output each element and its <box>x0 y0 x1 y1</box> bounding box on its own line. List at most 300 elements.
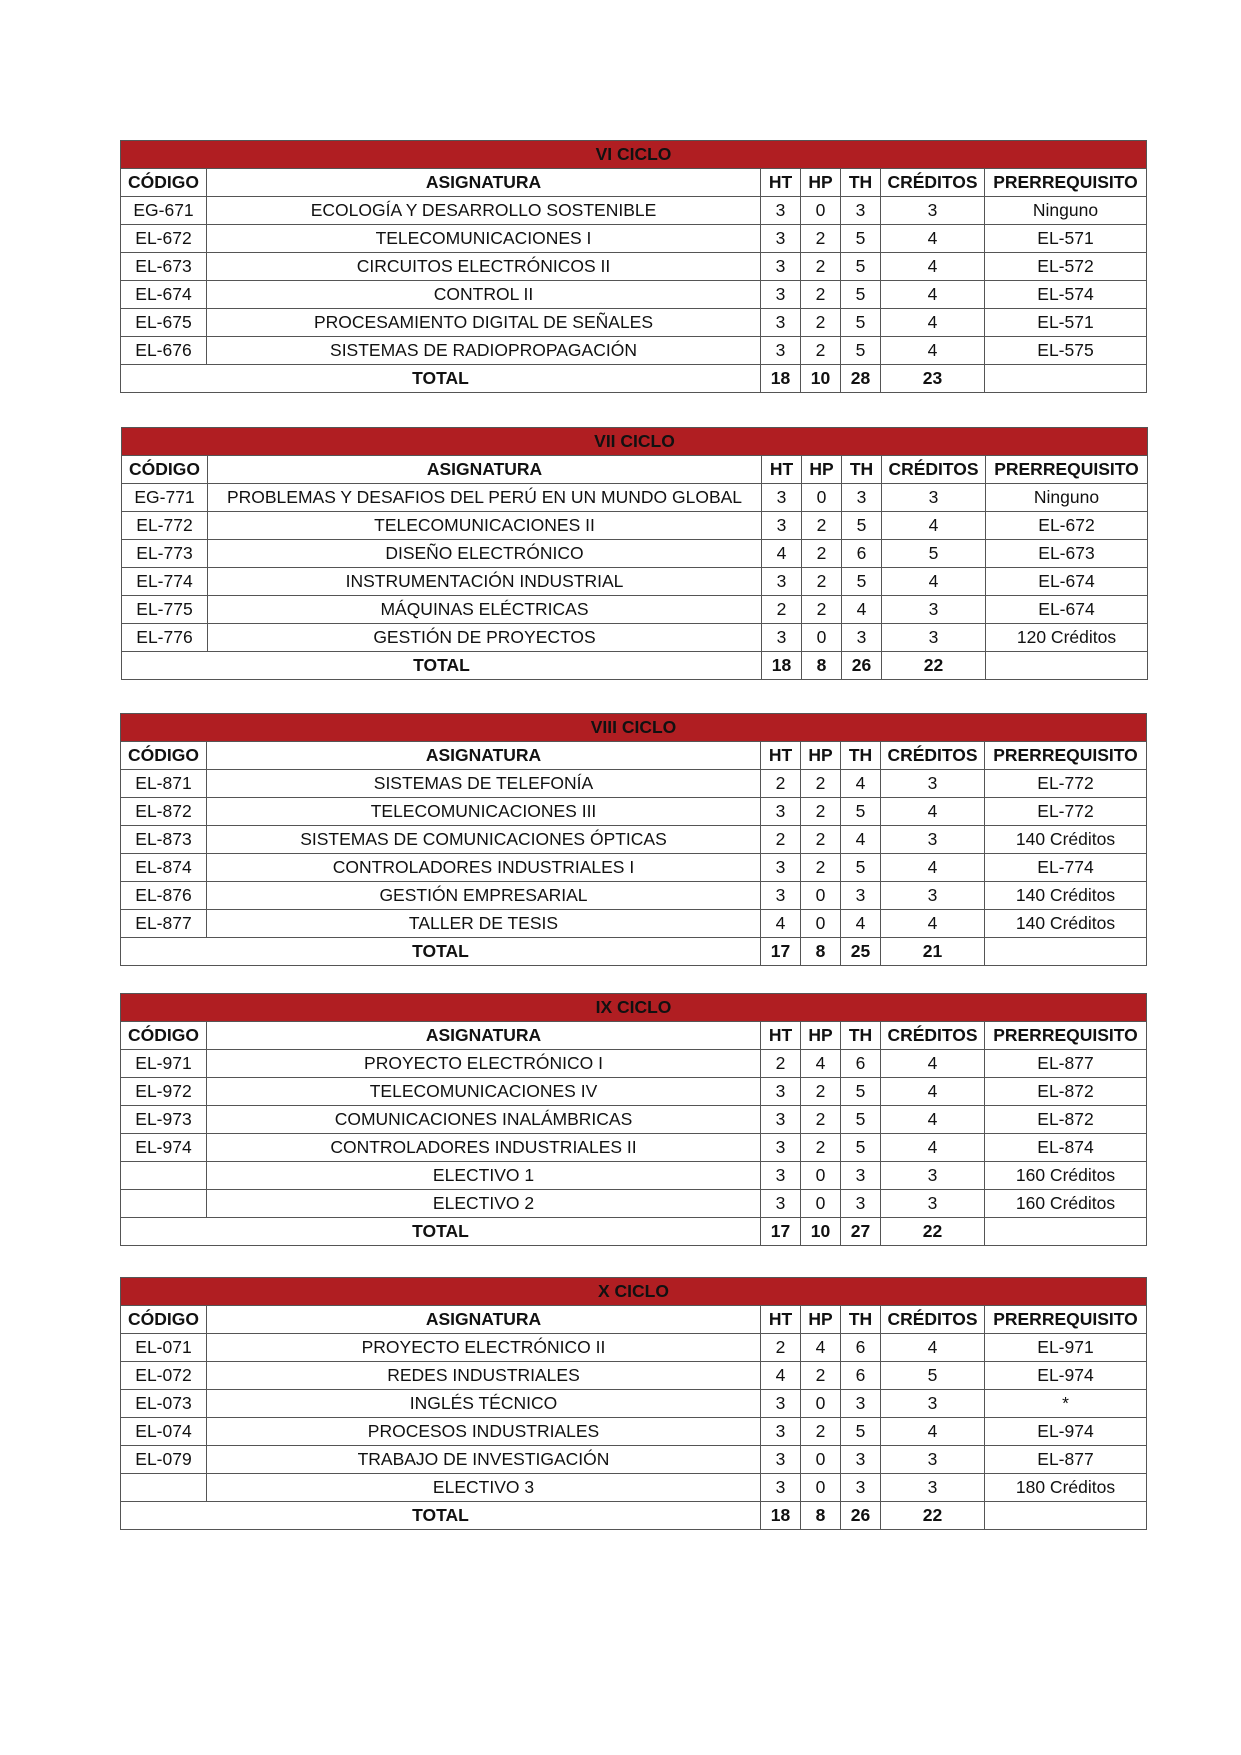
table-row <box>121 309 1147 337</box>
ciclo-title-row <box>121 994 1147 1022</box>
total-ht: 18 <box>761 365 801 393</box>
cell-code: EL-774 <box>122 568 208 596</box>
cell-th: 5 <box>841 225 881 253</box>
cell-hp: 2 <box>801 854 841 882</box>
cell-hp: 0 <box>801 1390 841 1418</box>
cell-hp: 0 <box>802 624 842 652</box>
cell-prereq: 120 Créditos <box>986 624 1148 652</box>
cell-code: EL-676 <box>121 337 207 365</box>
ciclo-table <box>120 713 1147 966</box>
cell-name: PROCESAMIENTO DIGITAL DE SEÑALES <box>207 309 761 337</box>
ciclo-title: VI CICLO <box>121 141 1147 169</box>
column-header-th: TH <box>841 169 881 197</box>
column-header-th: TH <box>841 742 881 770</box>
cell-th: 3 <box>841 882 881 910</box>
total-row <box>122 652 1148 680</box>
cell-code: EL-874 <box>121 854 207 882</box>
table-row <box>122 512 1148 540</box>
total-credits: 23 <box>881 365 985 393</box>
cell-name: CONTROL II <box>207 281 761 309</box>
cell-credits: 5 <box>882 540 986 568</box>
cell-name: ELECTIVO 2 <box>207 1190 761 1218</box>
table-row <box>121 910 1147 938</box>
cell-ht: 3 <box>761 1106 801 1134</box>
cell-ht: 3 <box>761 197 801 225</box>
table-row <box>121 1390 1147 1418</box>
column-header-hp: HP <box>801 169 841 197</box>
cell-hp: 0 <box>801 1190 841 1218</box>
cell-hp: 0 <box>801 1474 841 1502</box>
column-header-prereq: PRERREQUISITO <box>985 742 1147 770</box>
ciclo-title: IX CICLO <box>121 994 1147 1022</box>
total-hp: 8 <box>801 938 841 966</box>
cell-hp: 0 <box>801 1162 841 1190</box>
cell-name: REDES INDUSTRIALES <box>207 1362 761 1390</box>
column-header-code: CÓDIGO <box>122 456 208 484</box>
cell-name: CONTROLADORES INDUSTRIALES I <box>207 854 761 882</box>
table-row <box>121 1078 1147 1106</box>
cell-th: 5 <box>841 1106 881 1134</box>
cell-code: EL-971 <box>121 1050 207 1078</box>
cell-hp: 2 <box>801 1418 841 1446</box>
column-header-ht: HT <box>761 169 801 197</box>
cell-name: INGLÉS TÉCNICO <box>207 1390 761 1418</box>
cell-prereq: 140 Créditos <box>985 882 1147 910</box>
cell-th: 5 <box>841 854 881 882</box>
column-header-row <box>121 1022 1147 1050</box>
cell-th: 3 <box>842 624 882 652</box>
column-header-prereq: PRERREQUISITO <box>985 1306 1147 1334</box>
cell-th: 5 <box>841 253 881 281</box>
cell-code: EL-073 <box>121 1390 207 1418</box>
cell-th: 3 <box>841 1446 881 1474</box>
total-hp: 10 <box>801 365 841 393</box>
cell-hp: 0 <box>802 484 842 512</box>
cell-ht: 3 <box>761 1446 801 1474</box>
total-credits: 22 <box>881 1218 985 1246</box>
cell-code: EL-873 <box>121 826 207 854</box>
ciclo-title: VII CICLO <box>122 428 1148 456</box>
cell-credits: 4 <box>881 1134 985 1162</box>
cell-name: TRABAJO DE INVESTIGACIÓN <box>207 1446 761 1474</box>
cell-th: 5 <box>841 337 881 365</box>
table-row <box>122 624 1148 652</box>
total-hp: 8 <box>802 652 842 680</box>
cell-th: 6 <box>841 1050 881 1078</box>
column-header-hp: HP <box>801 1306 841 1334</box>
cell-credits: 3 <box>881 1390 985 1418</box>
column-header-prereq: PRERREQUISITO <box>985 169 1147 197</box>
cell-ht: 3 <box>761 225 801 253</box>
cell-code: EL-672 <box>121 225 207 253</box>
cell-hp: 0 <box>801 197 841 225</box>
table-row <box>121 770 1147 798</box>
total-label: TOTAL <box>122 652 762 680</box>
table-row <box>121 1362 1147 1390</box>
cell-credits: 4 <box>881 281 985 309</box>
cell-th: 6 <box>842 540 882 568</box>
total-ht: 17 <box>761 1218 801 1246</box>
cell-name: DISEÑO ELECTRÓNICO <box>208 540 762 568</box>
table-row <box>121 1474 1147 1502</box>
cell-name: SISTEMAS DE COMUNICACIONES ÓPTICAS <box>207 826 761 854</box>
total-row <box>121 1218 1147 1246</box>
total-th: 28 <box>841 365 881 393</box>
cell-code: EL-772 <box>122 512 208 540</box>
total-th: 26 <box>841 1502 881 1530</box>
cell-code: EL-674 <box>121 281 207 309</box>
cell-credits: 4 <box>882 512 986 540</box>
cell-ht: 3 <box>761 1390 801 1418</box>
cell-credits: 3 <box>882 596 986 624</box>
cell-prereq: EL-572 <box>985 253 1147 281</box>
cell-prereq: 140 Créditos <box>985 910 1147 938</box>
cell-name: PROYECTO ELECTRÓNICO II <box>207 1334 761 1362</box>
cell-th: 3 <box>841 1474 881 1502</box>
cell-ht: 3 <box>761 253 801 281</box>
cell-hp: 2 <box>802 512 842 540</box>
cell-th: 3 <box>841 1190 881 1218</box>
table-row <box>121 1106 1147 1134</box>
cell-credits: 3 <box>881 826 985 854</box>
total-label: TOTAL <box>121 1502 761 1530</box>
total-row <box>121 365 1147 393</box>
cell-code: EL-675 <box>121 309 207 337</box>
cell-ht: 3 <box>762 512 802 540</box>
cell-credits: 4 <box>881 253 985 281</box>
cell-code: EL-877 <box>121 910 207 938</box>
cell-ht: 4 <box>762 540 802 568</box>
cell-name: CIRCUITOS ELECTRÓNICOS II <box>207 253 761 281</box>
total-prereq-empty <box>985 1218 1147 1246</box>
cell-hp: 2 <box>801 1106 841 1134</box>
cell-name: CONTROLADORES INDUSTRIALES II <box>207 1134 761 1162</box>
total-th: 27 <box>841 1218 881 1246</box>
table-row <box>121 337 1147 365</box>
cell-th: 4 <box>842 596 882 624</box>
column-header-prereq: PRERREQUISITO <box>986 456 1148 484</box>
cell-credits: 3 <box>881 1190 985 1218</box>
total-ht: 17 <box>761 938 801 966</box>
column-header-th: TH <box>842 456 882 484</box>
cell-th: 5 <box>841 1134 881 1162</box>
cell-code <box>121 1190 207 1218</box>
cell-th: 4 <box>841 910 881 938</box>
table-row <box>121 1446 1147 1474</box>
cell-credits: 3 <box>881 1474 985 1502</box>
cell-prereq: EL-874 <box>985 1134 1147 1162</box>
table-row <box>121 1190 1147 1218</box>
cell-th: 5 <box>842 568 882 596</box>
cell-hp: 2 <box>801 826 841 854</box>
cell-code: EL-972 <box>121 1078 207 1106</box>
cell-prereq: EL-974 <box>985 1362 1147 1390</box>
column-header-name: ASIGNATURA <box>207 169 761 197</box>
cell-prereq: Ninguno <box>985 197 1147 225</box>
cell-prereq: EL-971 <box>985 1334 1147 1362</box>
table-row <box>121 798 1147 826</box>
column-header-hp: HP <box>801 1022 841 1050</box>
column-header-ht: HT <box>761 742 801 770</box>
cell-code: EG-671 <box>121 197 207 225</box>
cell-th: 5 <box>841 798 881 826</box>
table-row <box>121 1134 1147 1162</box>
column-header-code: CÓDIGO <box>121 1306 207 1334</box>
column-header-credits: CRÉDITOS <box>881 1306 985 1334</box>
cell-th: 5 <box>841 281 881 309</box>
ciclo-title-row <box>121 141 1147 169</box>
cell-prereq: EL-872 <box>985 1106 1147 1134</box>
column-header-code: CÓDIGO <box>121 169 207 197</box>
table-row <box>121 225 1147 253</box>
total-prereq-empty <box>985 938 1147 966</box>
cell-hp: 2 <box>801 309 841 337</box>
cell-code: EL-074 <box>121 1418 207 1446</box>
table-row <box>121 1162 1147 1190</box>
total-ht: 18 <box>761 1502 801 1530</box>
cell-name: GESTIÓN EMPRESARIAL <box>207 882 761 910</box>
column-header-hp: HP <box>802 456 842 484</box>
cell-hp: 2 <box>801 1078 841 1106</box>
cell-credits: 4 <box>881 1078 985 1106</box>
cell-name: TELECOMUNICACIONES II <box>208 512 762 540</box>
cell-th: 4 <box>841 770 881 798</box>
cell-credits: 3 <box>881 1446 985 1474</box>
column-header-name: ASIGNATURA <box>207 1022 761 1050</box>
total-ht: 18 <box>762 652 802 680</box>
cell-hp: 2 <box>802 568 842 596</box>
table-row <box>122 484 1148 512</box>
ciclo-table <box>120 1277 1147 1530</box>
column-header-credits: CRÉDITOS <box>881 169 985 197</box>
cell-credits: 4 <box>881 309 985 337</box>
cell-ht: 3 <box>761 882 801 910</box>
cell-credits: 3 <box>882 484 986 512</box>
cell-credits: 4 <box>881 337 985 365</box>
total-th: 25 <box>841 938 881 966</box>
cell-prereq: 160 Créditos <box>985 1162 1147 1190</box>
cell-ht: 3 <box>762 568 802 596</box>
column-header-name: ASIGNATURA <box>207 1306 761 1334</box>
cell-ht: 3 <box>761 1162 801 1190</box>
cell-credits: 4 <box>881 798 985 826</box>
cell-prereq: EL-877 <box>985 1050 1147 1078</box>
total-hp: 8 <box>801 1502 841 1530</box>
table-row <box>122 596 1148 624</box>
cell-ht: 3 <box>761 1078 801 1106</box>
cell-prereq: Ninguno <box>986 484 1148 512</box>
cell-ht: 3 <box>761 1134 801 1162</box>
cell-th: 3 <box>841 1390 881 1418</box>
cell-th: 5 <box>842 512 882 540</box>
cell-hp: 0 <box>801 882 841 910</box>
cell-credits: 4 <box>881 1050 985 1078</box>
cell-hp: 2 <box>802 540 842 568</box>
cell-prereq: 160 Créditos <box>985 1190 1147 1218</box>
total-prereq-empty <box>985 365 1147 393</box>
column-header-name: ASIGNATURA <box>207 742 761 770</box>
cell-prereq: EL-672 <box>986 512 1148 540</box>
cell-credits: 4 <box>881 1106 985 1134</box>
cell-code: EL-071 <box>121 1334 207 1362</box>
cell-name: GESTIÓN DE PROYECTOS <box>208 624 762 652</box>
cell-ht: 2 <box>761 770 801 798</box>
total-prereq-empty <box>986 652 1148 680</box>
cell-prereq: EL-774 <box>985 854 1147 882</box>
cell-name: SISTEMAS DE TELEFONÍA <box>207 770 761 798</box>
cell-ht: 2 <box>761 1334 801 1362</box>
cell-prereq: EL-974 <box>985 1418 1147 1446</box>
cell-credits: 4 <box>881 1418 985 1446</box>
cell-name: PROCESOS INDUSTRIALES <box>207 1418 761 1446</box>
cell-prereq: EL-872 <box>985 1078 1147 1106</box>
cell-hp: 0 <box>801 910 841 938</box>
column-header-th: TH <box>841 1306 881 1334</box>
column-header-credits: CRÉDITOS <box>882 456 986 484</box>
cell-hp: 2 <box>801 225 841 253</box>
cell-code <box>121 1474 207 1502</box>
cell-code: EL-773 <box>122 540 208 568</box>
cell-th: 5 <box>841 1078 881 1106</box>
cell-credits: 4 <box>881 910 985 938</box>
table-row <box>122 540 1148 568</box>
cell-name: ELECTIVO 3 <box>207 1474 761 1502</box>
cell-credits: 3 <box>881 197 985 225</box>
cell-prereq: * <box>985 1390 1147 1418</box>
cell-hp: 2 <box>802 596 842 624</box>
cell-code: EL-974 <box>121 1134 207 1162</box>
ciclo-title-row <box>121 1278 1147 1306</box>
cell-credits: 3 <box>882 624 986 652</box>
table-row <box>121 1418 1147 1446</box>
cell-prereq: EL-772 <box>985 798 1147 826</box>
cell-code <box>121 1162 207 1190</box>
table-row <box>121 882 1147 910</box>
cell-ht: 3 <box>761 1418 801 1446</box>
cell-ht: 2 <box>761 826 801 854</box>
cell-prereq: EL-877 <box>985 1446 1147 1474</box>
ciclo-title: X CICLO <box>121 1278 1147 1306</box>
ciclo-table <box>120 140 1147 393</box>
ciclo-table <box>121 427 1148 680</box>
column-header-code: CÓDIGO <box>121 742 207 770</box>
column-header-ht: HT <box>761 1306 801 1334</box>
total-prereq-empty <box>985 1502 1147 1530</box>
cell-ht: 3 <box>761 1474 801 1502</box>
column-header-th: TH <box>841 1022 881 1050</box>
cell-code: EL-871 <box>121 770 207 798</box>
total-row <box>121 938 1147 966</box>
cell-prereq: EL-575 <box>985 337 1147 365</box>
total-hp: 10 <box>801 1218 841 1246</box>
total-credits: 22 <box>882 652 986 680</box>
cell-credits: 4 <box>881 1334 985 1362</box>
cell-code: EL-872 <box>121 798 207 826</box>
total-credits: 22 <box>881 1502 985 1530</box>
cell-th: 3 <box>841 197 881 225</box>
cell-hp: 4 <box>801 1334 841 1362</box>
cell-code: EL-673 <box>121 253 207 281</box>
column-header-name: ASIGNATURA <box>208 456 762 484</box>
ciclo-title-row <box>122 428 1148 456</box>
column-header-credits: CRÉDITOS <box>881 742 985 770</box>
cell-code: EL-876 <box>121 882 207 910</box>
cell-prereq: EL-674 <box>986 596 1148 624</box>
ciclo-title: VIII CICLO <box>121 714 1147 742</box>
cell-prereq: EL-574 <box>985 281 1147 309</box>
cell-ht: 3 <box>761 1190 801 1218</box>
cell-hp: 2 <box>801 281 841 309</box>
table-row <box>121 281 1147 309</box>
cell-prereq: EL-571 <box>985 309 1147 337</box>
cell-th: 3 <box>841 1162 881 1190</box>
cell-ht: 3 <box>761 854 801 882</box>
cell-ht: 2 <box>762 596 802 624</box>
total-th: 26 <box>842 652 882 680</box>
total-label: TOTAL <box>121 938 761 966</box>
cell-code: EL-072 <box>121 1362 207 1390</box>
column-header-row <box>121 169 1147 197</box>
column-header-ht: HT <box>762 456 802 484</box>
cell-ht: 4 <box>761 1362 801 1390</box>
total-credits: 21 <box>881 938 985 966</box>
cell-hp: 2 <box>801 1362 841 1390</box>
cell-credits: 3 <box>881 882 985 910</box>
cell-code: EL-775 <box>122 596 208 624</box>
ciclo-table <box>120 993 1147 1246</box>
total-row <box>121 1502 1147 1530</box>
cell-th: 6 <box>841 1362 881 1390</box>
cell-th: 4 <box>841 826 881 854</box>
cell-ht: 4 <box>761 910 801 938</box>
cell-name: COMUNICACIONES INALÁMBRICAS <box>207 1106 761 1134</box>
cell-th: 5 <box>841 309 881 337</box>
cell-name: PROYECTO ELECTRÓNICO I <box>207 1050 761 1078</box>
cell-prereq: EL-673 <box>986 540 1148 568</box>
cell-ht: 2 <box>761 1050 801 1078</box>
cell-name: INSTRUMENTACIÓN INDUSTRIAL <box>208 568 762 596</box>
table-row <box>121 826 1147 854</box>
table-row <box>121 854 1147 882</box>
cell-credits: 3 <box>881 770 985 798</box>
cell-code: EL-079 <box>121 1446 207 1474</box>
cell-prereq: EL-571 <box>985 225 1147 253</box>
cell-name: SISTEMAS DE RADIOPROPAGACIÓN <box>207 337 761 365</box>
cell-credits: 4 <box>882 568 986 596</box>
cell-name: TELECOMUNICACIONES IV <box>207 1078 761 1106</box>
cell-name: TELECOMUNICACIONES I <box>207 225 761 253</box>
cell-hp: 2 <box>801 1134 841 1162</box>
cell-code: EL-973 <box>121 1106 207 1134</box>
total-label: TOTAL <box>121 365 761 393</box>
cell-ht: 3 <box>761 337 801 365</box>
cell-credits: 3 <box>881 1162 985 1190</box>
cell-ht: 3 <box>762 484 802 512</box>
cell-hp: 2 <box>801 337 841 365</box>
table-row <box>121 197 1147 225</box>
cell-prereq: 180 Créditos <box>985 1474 1147 1502</box>
cell-name: ECOLOGÍA Y DESARROLLO SOSTENIBLE <box>207 197 761 225</box>
cell-prereq: EL-674 <box>986 568 1148 596</box>
column-header-prereq: PRERREQUISITO <box>985 1022 1147 1050</box>
cell-credits: 4 <box>881 225 985 253</box>
cell-name: TALLER DE TESIS <box>207 910 761 938</box>
cell-ht: 3 <box>761 309 801 337</box>
column-header-credits: CRÉDITOS <box>881 1022 985 1050</box>
cell-hp: 0 <box>801 1446 841 1474</box>
cell-code: EL-776 <box>122 624 208 652</box>
cell-th: 6 <box>841 1334 881 1362</box>
